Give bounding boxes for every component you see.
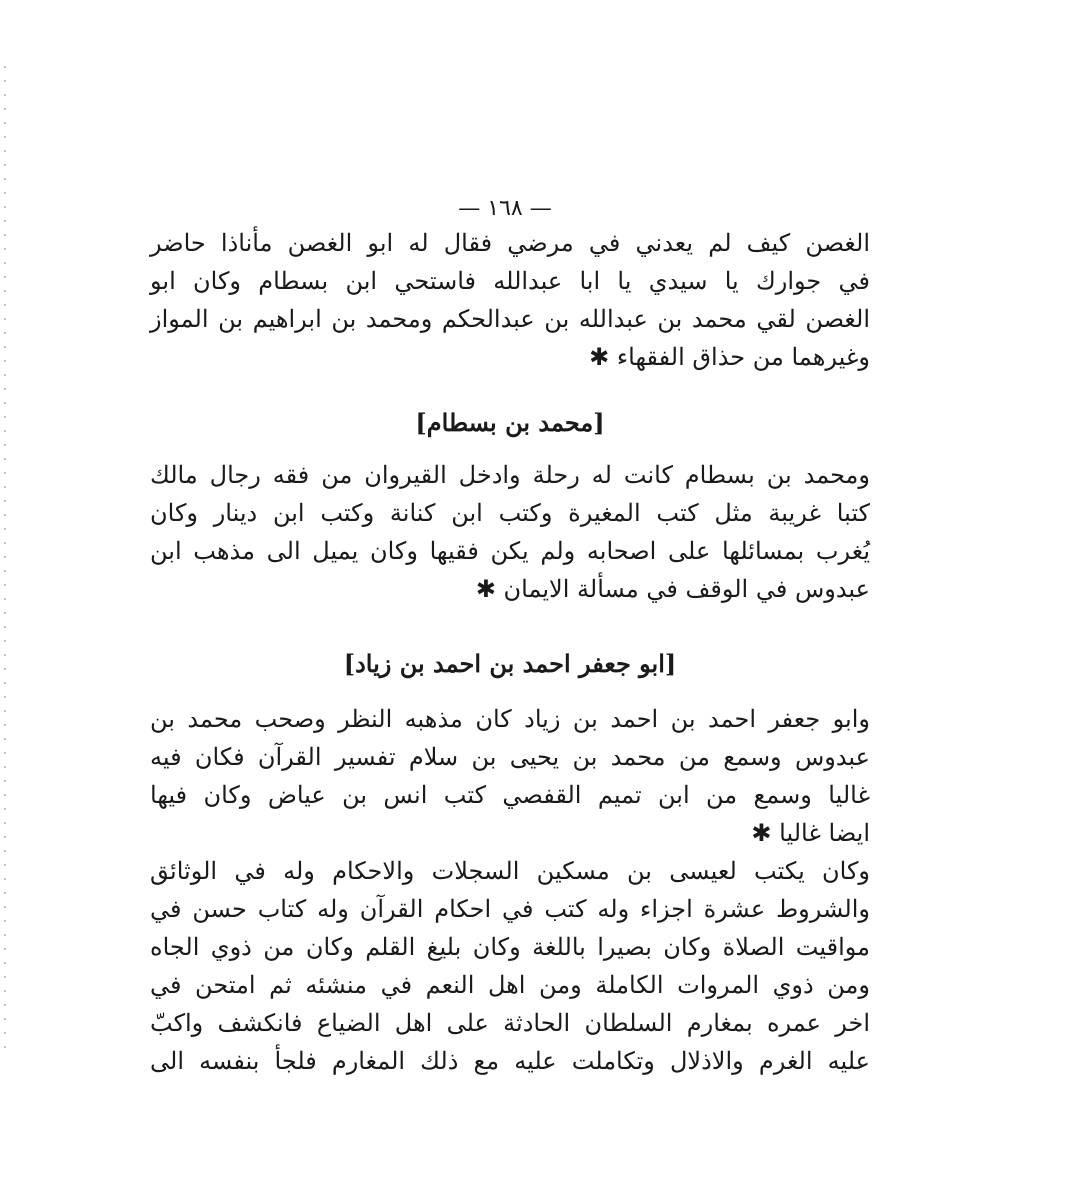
text-line: وكان يكتب لعيسى بن مسكين السجلات والاحكام وله في الوثائق — [150, 857, 870, 885]
section-heading-ibn-bistam: [محمد بن بسطام] — [415, 408, 605, 437]
text-line: ومحمد بن بسطام كانت له رحلة وادخل القيروان من فقه رجال مالك — [150, 461, 870, 489]
paragraph-1 — [150, 224, 870, 376]
text-line: ايضا غاليا ✱ — [751, 819, 870, 847]
scan-edge-dots — [4, 60, 6, 1060]
text-line: الغصن لقي محمد بن عبدالله بن عبدالحكم ومحمد بن ابراهيم بن المواز — [150, 305, 870, 333]
paragraph-2 — [150, 456, 870, 608]
text-line: يُغرب بمسائلها على اصحابه ولم يكن فقيها وكان يميل الى مذهب ابن — [150, 537, 870, 565]
paragraph-4 — [150, 852, 870, 1080]
text-line: كتبا غريبة مثل كتب المغيرة وكتب ابن كنانة وكتب ابن دينار وكان — [150, 499, 870, 527]
text-line: غاليا وسمع من ابن تميم القفصي كتب انس بن عياض وكان فيها — [150, 781, 870, 809]
text-line: والشروط عشرة اجزاء وله كتب في احكام القرآن وله كتاب حسن في — [150, 895, 870, 923]
paragraph-3 — [150, 700, 870, 852]
text-line: عبدوس في الوقف في مسألة الايمان ✱ — [475, 575, 870, 603]
page-number: — ١٦٨ — — [458, 196, 552, 221]
text-line: مواقيت الصلاة وكان بصيرا باللغة وكان بليغ القلم وكان من ذوي الجاه — [150, 933, 870, 961]
text-line: وابو جعفر احمد بن احمد بن زياد كان مذهبه النظر وصحب محمد بن — [150, 705, 870, 733]
text-line: عبدوس وسمع من محمد بن يحيى بن سلام تفسير القرآن فكان فيه — [150, 743, 870, 771]
text-line: عليه الغرم والاذلال وتكاملت عليه مع ذلك المغارم فلجأ بنفسه الى — [150, 1047, 870, 1075]
text-line: الغصن كيف لم يعدني في مرضي فقال له ابو الغصن مأناذا حاضر — [150, 229, 870, 257]
text-line: وغيرهما من حذاق الفقهاء ✱ — [589, 343, 870, 371]
text-line: اخر عمره بمغارم السلطان الحادثة على اهل الضياع فانكشف واكبّ — [150, 1009, 870, 1037]
text-line: في جوارك يا سيدي يا ابا عبدالله فاستحي ابن بسطام وكان ابو — [150, 267, 870, 295]
section-heading-abu-jafar: [ابو جعفر احمد بن احمد بن زياد] — [343, 649, 677, 678]
text-line: ومن ذوي المروات الكاملة ومن اهل النعم في منشئه ثم امتحن في — [150, 971, 870, 999]
